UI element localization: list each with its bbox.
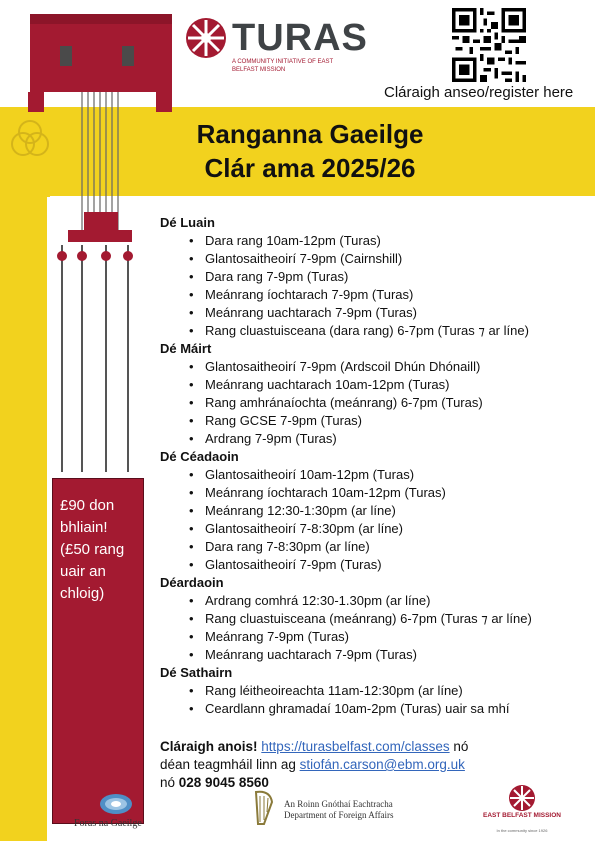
ebm-name: EAST BELFAST MISSION — [482, 812, 561, 819]
brand-subtitle: A COMMUNITY INITIATIVE OF EAST BELFAST MISSION — [232, 59, 334, 73]
class-item: • Meánrang 7-9pm (Turas) — [160, 628, 590, 646]
class-item: • Glantosaitheoirí 7-8:30pm (ar líne) — [160, 520, 590, 538]
price-text: £90 don bhliain! (£50 rang uair an chloig) — [60, 497, 125, 602]
day-heading: Déardaoin — [160, 575, 224, 590]
day-section — [160, 340, 590, 448]
day-section — [160, 664, 590, 718]
class-item: • Rang GCSE 7-9pm (Turas) — [160, 412, 590, 430]
class-item: • Ardrang 7-9pm (Turas) — [160, 430, 590, 448]
day-heading: Dé Máirt — [160, 341, 212, 356]
phone-prefix: nó — [160, 775, 179, 790]
turas-logo-icon — [184, 16, 228, 60]
day-heading: Dé Céadaoin — [160, 449, 239, 464]
class-item: • Meánrang íochtarach 10am-12pm (Turas) — [160, 484, 590, 502]
timetable — [160, 214, 590, 718]
class-item: • Meánrang 12:30-1:30pm (ar líne) — [160, 502, 590, 520]
or-label: nó — [449, 739, 469, 754]
qr-code-icon[interactable] — [452, 8, 526, 82]
class-item: • Glantosaitheoirí 7-9pm (Cairnshill) — [160, 250, 590, 268]
classes-link[interactable]: https://turasbelfast.com/classes — [261, 739, 450, 754]
class-item: • Meánrang íochtarach 7-9pm (Turas) — [160, 286, 590, 304]
class-item: • Meánrang uachtarach 10am-12pm (Turas) — [160, 376, 590, 394]
foras-na-gaeilge-logo-icon — [98, 792, 134, 816]
class-item: • Dara rang 7-9pm (Turas) — [160, 268, 590, 286]
ebm-tagline: In the community since 1926 — [496, 828, 548, 833]
harp-icon — [250, 788, 276, 828]
crane-illustration — [28, 0, 178, 480]
page-title: Ranganna Gaeilge — [196, 119, 424, 149]
day-heading: Dé Luain — [160, 215, 215, 230]
phone-number[interactable]: 028 9045 8560 — [178, 775, 269, 790]
class-item: • Glantosaitheoirí 7-9pm (Ardscoil Dhún Dhónaill) — [160, 358, 590, 376]
dfa-english-label: Department of Foreign Affairs — [284, 810, 394, 820]
class-item: • Dara rang 7-8:30pm (ar líne) — [160, 538, 590, 556]
class-item: • Rang léitheoireachta 11am-12:30pm (ar líne) — [160, 682, 590, 700]
class-item: • Meánrang uachtarach 7-9pm (Turas) — [160, 304, 590, 322]
class-item: • Glantosaitheoirí 10am-12pm (Turas) — [160, 466, 590, 484]
class-item: • Ceardlann ghramadaí 10am-2pm (Turas) uair sa mhí — [160, 700, 590, 718]
day-section — [160, 574, 590, 664]
class-item: • Dara rang 10am-12pm (Turas) — [160, 232, 590, 250]
price-badge — [52, 478, 144, 824]
day-heading: Dé Sathairn — [160, 665, 233, 680]
class-item: • Glantosaitheoirí 7-9pm (Turas) — [160, 556, 590, 574]
page-subtitle: Clár ama 2025/26 — [204, 153, 416, 183]
class-item: • Rang amhránaíochta (meánrang) 6-7pm (Turas) — [160, 394, 590, 412]
class-item: • Rang cluastuisceana (dara rang) 6-7pm (Turas ⁊ ar líne) — [160, 322, 590, 340]
contact-prefix: déan teagmháil linn ag — [160, 757, 300, 772]
day-section — [160, 448, 590, 574]
brand-name: TURAS — [232, 17, 368, 59]
class-item: • Ardrang comhrá 12:30-1.30pm (ar líne) — [160, 592, 590, 610]
foras-na-gaeilge-label: Foras na Gaeilge — [74, 818, 142, 829]
dfa-irish-label: An Roinn Gnóthaí Eachtracha — [284, 799, 393, 809]
email-link[interactable]: stiofán.carson@ebm.org.uk — [299, 757, 465, 772]
ebm-logo-icon — [508, 784, 536, 812]
class-item: • Rang cluastuisceana (meánrang) 6-7pm (Turas ⁊ ar líne) — [160, 610, 590, 628]
register-label: Cláraigh anseo/register here — [384, 84, 574, 101]
day-section — [160, 214, 590, 340]
register-now-label: Cláraigh anois! — [160, 739, 258, 754]
class-item: • Meánrang uachtarach 7-9pm (Turas) — [160, 646, 590, 664]
